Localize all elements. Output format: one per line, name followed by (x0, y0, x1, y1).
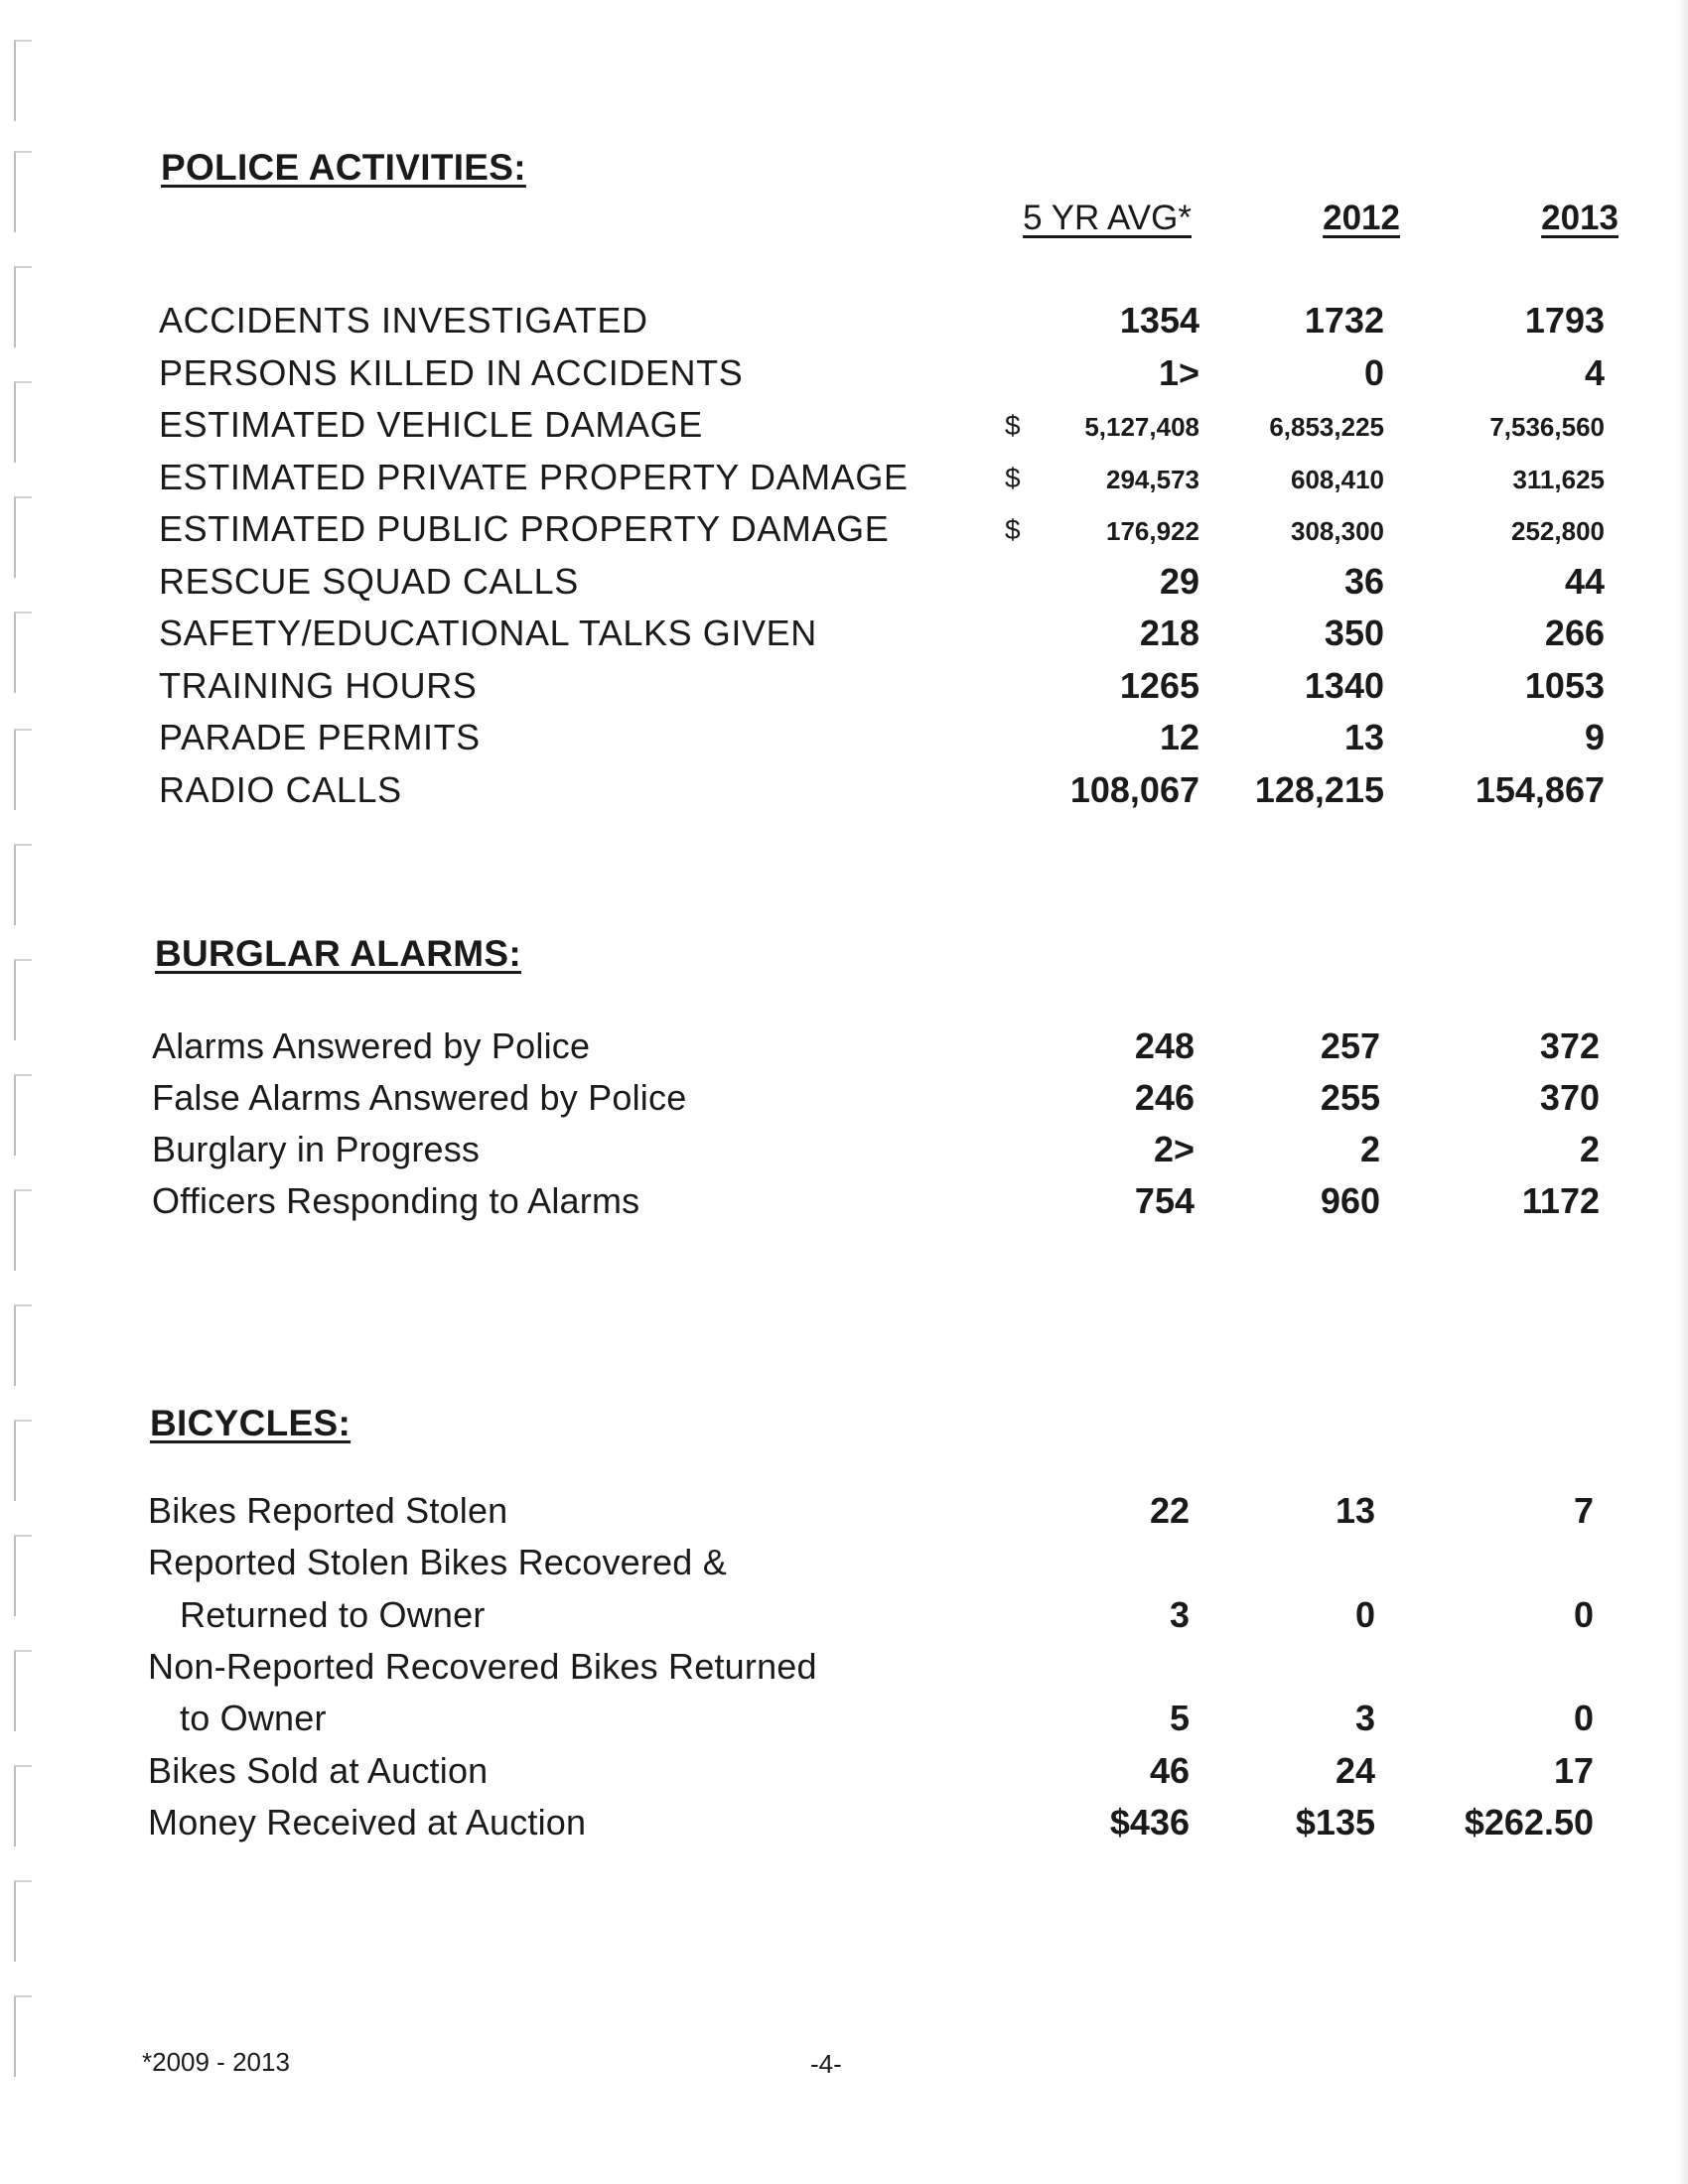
value-2012: 0 (1363, 351, 1384, 393)
value-5yr-avg: 1354 (1119, 300, 1199, 341)
value-5yr-avg: 12 (1159, 717, 1199, 757)
table-row (0, 508, 1688, 560)
value-2012: 308,300 (1291, 516, 1384, 546)
value-5yr-avg: 294,573 (1106, 464, 1199, 494)
value-2012: 2 (1359, 1129, 1380, 1169)
value-2012: 350 (1324, 613, 1384, 653)
table-row (0, 1025, 1688, 1077)
value-2013: 7,536,560 (1489, 412, 1605, 442)
column-header-5yr-avg: 5 YR AVG* (1023, 199, 1192, 237)
row-label: Returned to Owner (180, 1593, 486, 1635)
value-2012: 6,853,225 (1269, 412, 1384, 442)
value-5yr-avg: 1> (1158, 351, 1199, 393)
value-2012: 0 (1354, 1593, 1375, 1635)
column-header-2012: 2012 (1323, 199, 1400, 237)
value-5yr-avg: 246 (1134, 1077, 1195, 1118)
value-2013: 311,625 (1512, 464, 1605, 494)
table-row (0, 1594, 1688, 1646)
value-2013: $262.50 (1464, 1801, 1594, 1843)
table-row (0, 561, 1688, 613)
value-5yr-avg: 108,067 (1069, 768, 1199, 810)
value-2012: 13 (1335, 1490, 1375, 1531)
row-label: Reported Stolen Bikes Recovered & (148, 1542, 727, 1583)
table-row (0, 457, 1688, 508)
table-row (0, 1180, 1688, 1232)
value-2012: 36 (1343, 560, 1384, 602)
value-2013: 370 (1539, 1077, 1600, 1118)
value-2013: 44 (1564, 560, 1605, 602)
value-2013: 1793 (1524, 300, 1605, 341)
column-header-2013: 2013 (1541, 199, 1618, 237)
value-2013: 2 (1579, 1129, 1600, 1169)
value-2012: 24 (1335, 1749, 1375, 1791)
table-row (0, 1698, 1688, 1749)
value-2013: 252,800 (1511, 516, 1605, 546)
table-row (0, 1129, 1688, 1180)
footnote: *2009 - 2013 (142, 2047, 290, 2077)
value-5yr-avg: 5 (1169, 1698, 1190, 1739)
value-2013: 7 (1573, 1490, 1594, 1531)
row-label: ESTIMATED PUBLIC PROPERTY DAMAGE (159, 508, 890, 549)
row-label: Burglary in Progress (152, 1129, 481, 1169)
table-row (0, 1490, 1688, 1542)
table-row (0, 613, 1688, 664)
row-label: PARADE PERMITS (159, 717, 481, 757)
value-2013: 1172 (1521, 1180, 1600, 1221)
currency-sign: $ (1005, 514, 1021, 545)
row-label: PERSONS KILLED IN ACCIDENTS (159, 351, 744, 393)
table-row (0, 300, 1688, 351)
row-label: SAFETY/EDUCATIONAL TALKS GIVEN (159, 613, 817, 653)
table-row (0, 717, 1688, 768)
value-2012: 608,410 (1291, 464, 1384, 494)
currency-sign: $ (1005, 462, 1021, 493)
value-2012: 1340 (1304, 664, 1384, 706)
value-5yr-avg: 176,922 (1106, 516, 1199, 546)
value-2013: 9 (1584, 717, 1605, 757)
row-label: RESCUE SQUAD CALLS (159, 560, 579, 602)
value-5yr-avg: 248 (1134, 1025, 1195, 1066)
burglar-alarms-heading: BURGLAR ALARMS: (155, 933, 521, 974)
row-label: Money Received at Auction (148, 1801, 587, 1843)
value-2013: 372 (1539, 1025, 1600, 1066)
value-2012: 1732 (1304, 300, 1384, 341)
value-5yr-avg: 5,127,408 (1084, 412, 1199, 442)
row-label: Bikes Sold at Auction (148, 1749, 489, 1791)
value-2013: 17 (1553, 1749, 1594, 1791)
value-2012: 13 (1343, 717, 1384, 757)
value-2012: 255 (1320, 1077, 1380, 1118)
value-2013: 266 (1544, 613, 1605, 653)
value-2013: 0 (1573, 1593, 1594, 1635)
row-label: ACCIDENTS INVESTIGATED (159, 300, 648, 341)
row-label: TRAINING HOURS (159, 664, 478, 706)
row-label: False Alarms Answered by Police (152, 1077, 687, 1118)
table-row (0, 404, 1688, 456)
value-5yr-avg: 46 (1149, 1749, 1190, 1791)
row-label: to Owner (180, 1698, 327, 1739)
value-2012: $135 (1295, 1801, 1375, 1843)
value-2012: 128,215 (1254, 768, 1384, 810)
row-label: Officers Responding to Alarms (152, 1180, 640, 1221)
table-row (0, 1542, 1688, 1593)
table-row (0, 1646, 1688, 1698)
value-5yr-avg: 754 (1134, 1180, 1195, 1221)
value-2013: 154,867 (1475, 768, 1605, 810)
value-5yr-avg: 218 (1139, 613, 1199, 653)
value-5yr-avg: 3 (1169, 1593, 1190, 1635)
value-2012: 257 (1320, 1025, 1380, 1066)
value-2013: 4 (1584, 351, 1605, 393)
row-label: ESTIMATED PRIVATE PROPERTY DAMAGE (159, 456, 909, 497)
value-5yr-avg: 22 (1149, 1490, 1190, 1531)
table-row (0, 1802, 1688, 1853)
table-row (0, 352, 1688, 404)
row-label: Non-Reported Recovered Bikes Returned (148, 1645, 817, 1687)
table-row (0, 1077, 1688, 1129)
value-5yr-avg: 1265 (1119, 664, 1199, 706)
table-row (0, 665, 1688, 717)
value-2013: 0 (1573, 1698, 1594, 1739)
page-number: -4- (810, 2049, 842, 2079)
currency-sign: $ (1005, 410, 1021, 441)
table-row (0, 769, 1688, 821)
table-row (0, 1750, 1688, 1802)
value-5yr-avg: 29 (1159, 560, 1199, 602)
police-activities-heading: POLICE ACTIVITIES: (161, 147, 526, 188)
value-2013: 1053 (1524, 664, 1605, 706)
value-2012: 960 (1320, 1180, 1380, 1221)
value-5yr-avg: 2> (1153, 1129, 1195, 1169)
value-2012: 3 (1354, 1698, 1375, 1739)
value-5yr-avg: $436 (1109, 1801, 1190, 1843)
row-label: Alarms Answered by Police (152, 1025, 591, 1066)
row-label: Bikes Reported Stolen (148, 1490, 508, 1531)
bicycles-heading: BICYCLES: (150, 1403, 352, 1443)
row-label: ESTIMATED VEHICLE DAMAGE (159, 404, 703, 445)
row-label: RADIO CALLS (159, 768, 402, 810)
